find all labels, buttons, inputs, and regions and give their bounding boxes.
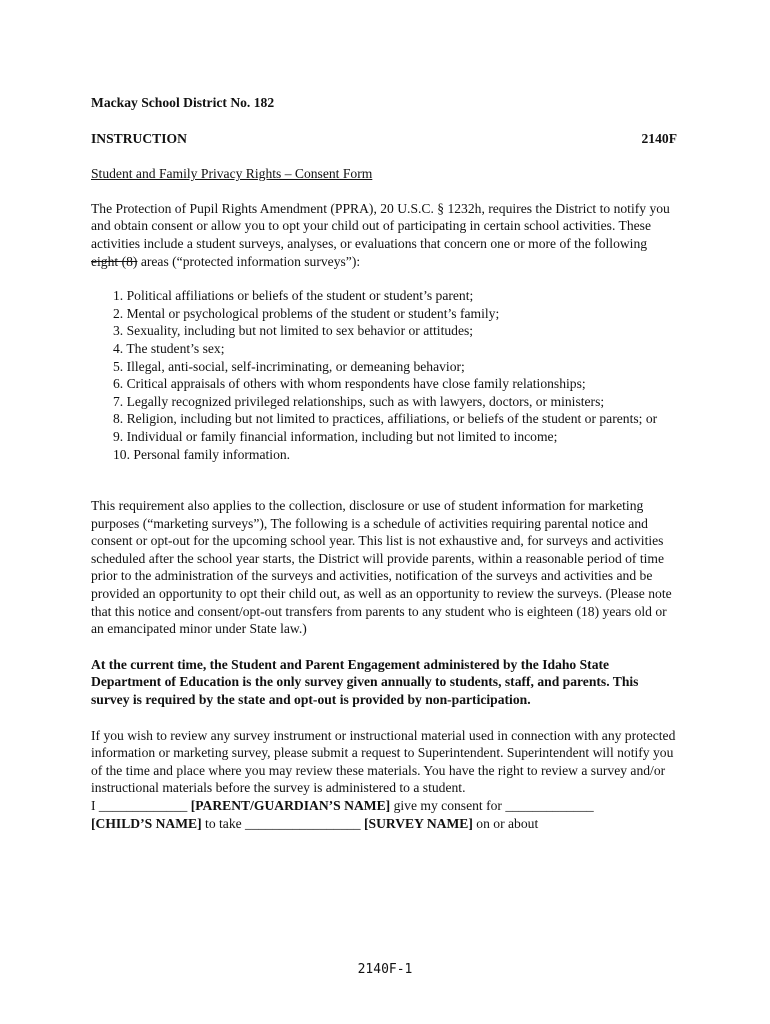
policy-number: 2140F <box>641 130 677 146</box>
parent-name-label: [PARENT/GUARDIAN’S NAME] <box>190 798 391 813</box>
list-item: 4. The student’s sex; <box>113 340 225 356</box>
requirement-paragraph: This requirement also applies to the collection, disclosure or use of student information for marketing purposes (“marketing surveys”), The following is a schedule of activities requiring parental notice and consent or opt-out for the upcoming school year. This list is not exhaustive and, for surveys and activities scheduled after the school year starts, the District will provide parents, within a reasonable period of time prior to the administration of the surveys and activities, notification of the surveys and activities and be provided an opportunity to opt their child out, as well as an opportunity to review the surveys. (Please note that this notice and consent/opt-out transfers from parents to any student who is eighteen (18) years old or an emancipated minor under State law.) <box>91 498 672 637</box>
consent-line1-start: I _____________ <box>91 798 191 813</box>
consent-line-2 <box>91 815 677 833</box>
intro-text-after: areas (“protected information surveys”): <box>137 253 361 269</box>
review-paragraph: If you wish to review any survey instrument or instructional material used in connection with any protected information or marketing survey, please submit a request to Superintendent. Superintendent will notify you of the time and place where you may review these materials. You have the right to review a survey and/or instructional materials before the survey is administered to a student. <box>91 727 676 796</box>
list-item: 1. Political affiliations or beliefs of the student or student’s parent; <box>113 288 474 304</box>
list-item: 8. Religion, including but not limited to practices, affiliations, or beliefs of the student or parents; or <box>113 411 658 427</box>
intro-text-before: The Protection of Pupil Rights Amendment (PPRA), 20 U.S.C. § 1232h, requires the District to notify you and obtain consent or allow you to opt your child out of participating in certain school activities. These activities include a student surveys, analyses, or evaluations that concern one or more of the following <box>91 200 670 251</box>
consent-line2-end: on or about <box>472 815 539 831</box>
section-title: INSTRUCTION <box>91 130 187 146</box>
intro-paragraph <box>91 200 677 270</box>
list-item: 6. Critical appraisals of others with whom respondents have close family relationships; <box>113 376 586 392</box>
survey-name-label: [SURVEY NAME] <box>364 815 473 831</box>
form-title: Student and Family Privacy Rights – Consent Form <box>91 166 373 182</box>
list-item: 2. Mental or psychological problems of the student or student’s family; <box>113 305 500 321</box>
consent-line-1 <box>91 797 677 815</box>
protected-areas-list <box>91 287 677 463</box>
child-name-label: [CHILD’S NAME] <box>91 815 202 831</box>
list-item: 9. Individual or family financial information, including but not limited to income; <box>113 428 558 444</box>
district-name: Mackay School District No. 182 <box>91 95 275 110</box>
consent-line1-mid: give my consent for _____________ <box>390 798 594 813</box>
list-item: 10. Personal family information. <box>113 446 291 462</box>
document-page <box>91 94 677 832</box>
page-footer: 2140F-1 <box>357 962 413 977</box>
struck-text: eight (8) <box>91 253 138 269</box>
section-header <box>91 130 677 148</box>
list-item: 5. Illegal, anti-social, self-incriminating, or demeaning behavior; <box>113 358 465 374</box>
list-item: 7. Legally recognized privileged relationships, such as with lawyers, doctors, or ministers; <box>113 393 605 409</box>
current-survey-notice: At the current time, the Student and Parent Engagement administered by the Idaho State Department of Education is the only survey given annually to students, staff, and parents. This survey is required by the state and opt-out is provided by non-participation. <box>91 656 639 708</box>
list-item: 3. Sexuality, including but not limited to sex behavior or attitudes; <box>113 323 474 339</box>
consent-line2-mid: to take _________________ <box>201 815 364 831</box>
